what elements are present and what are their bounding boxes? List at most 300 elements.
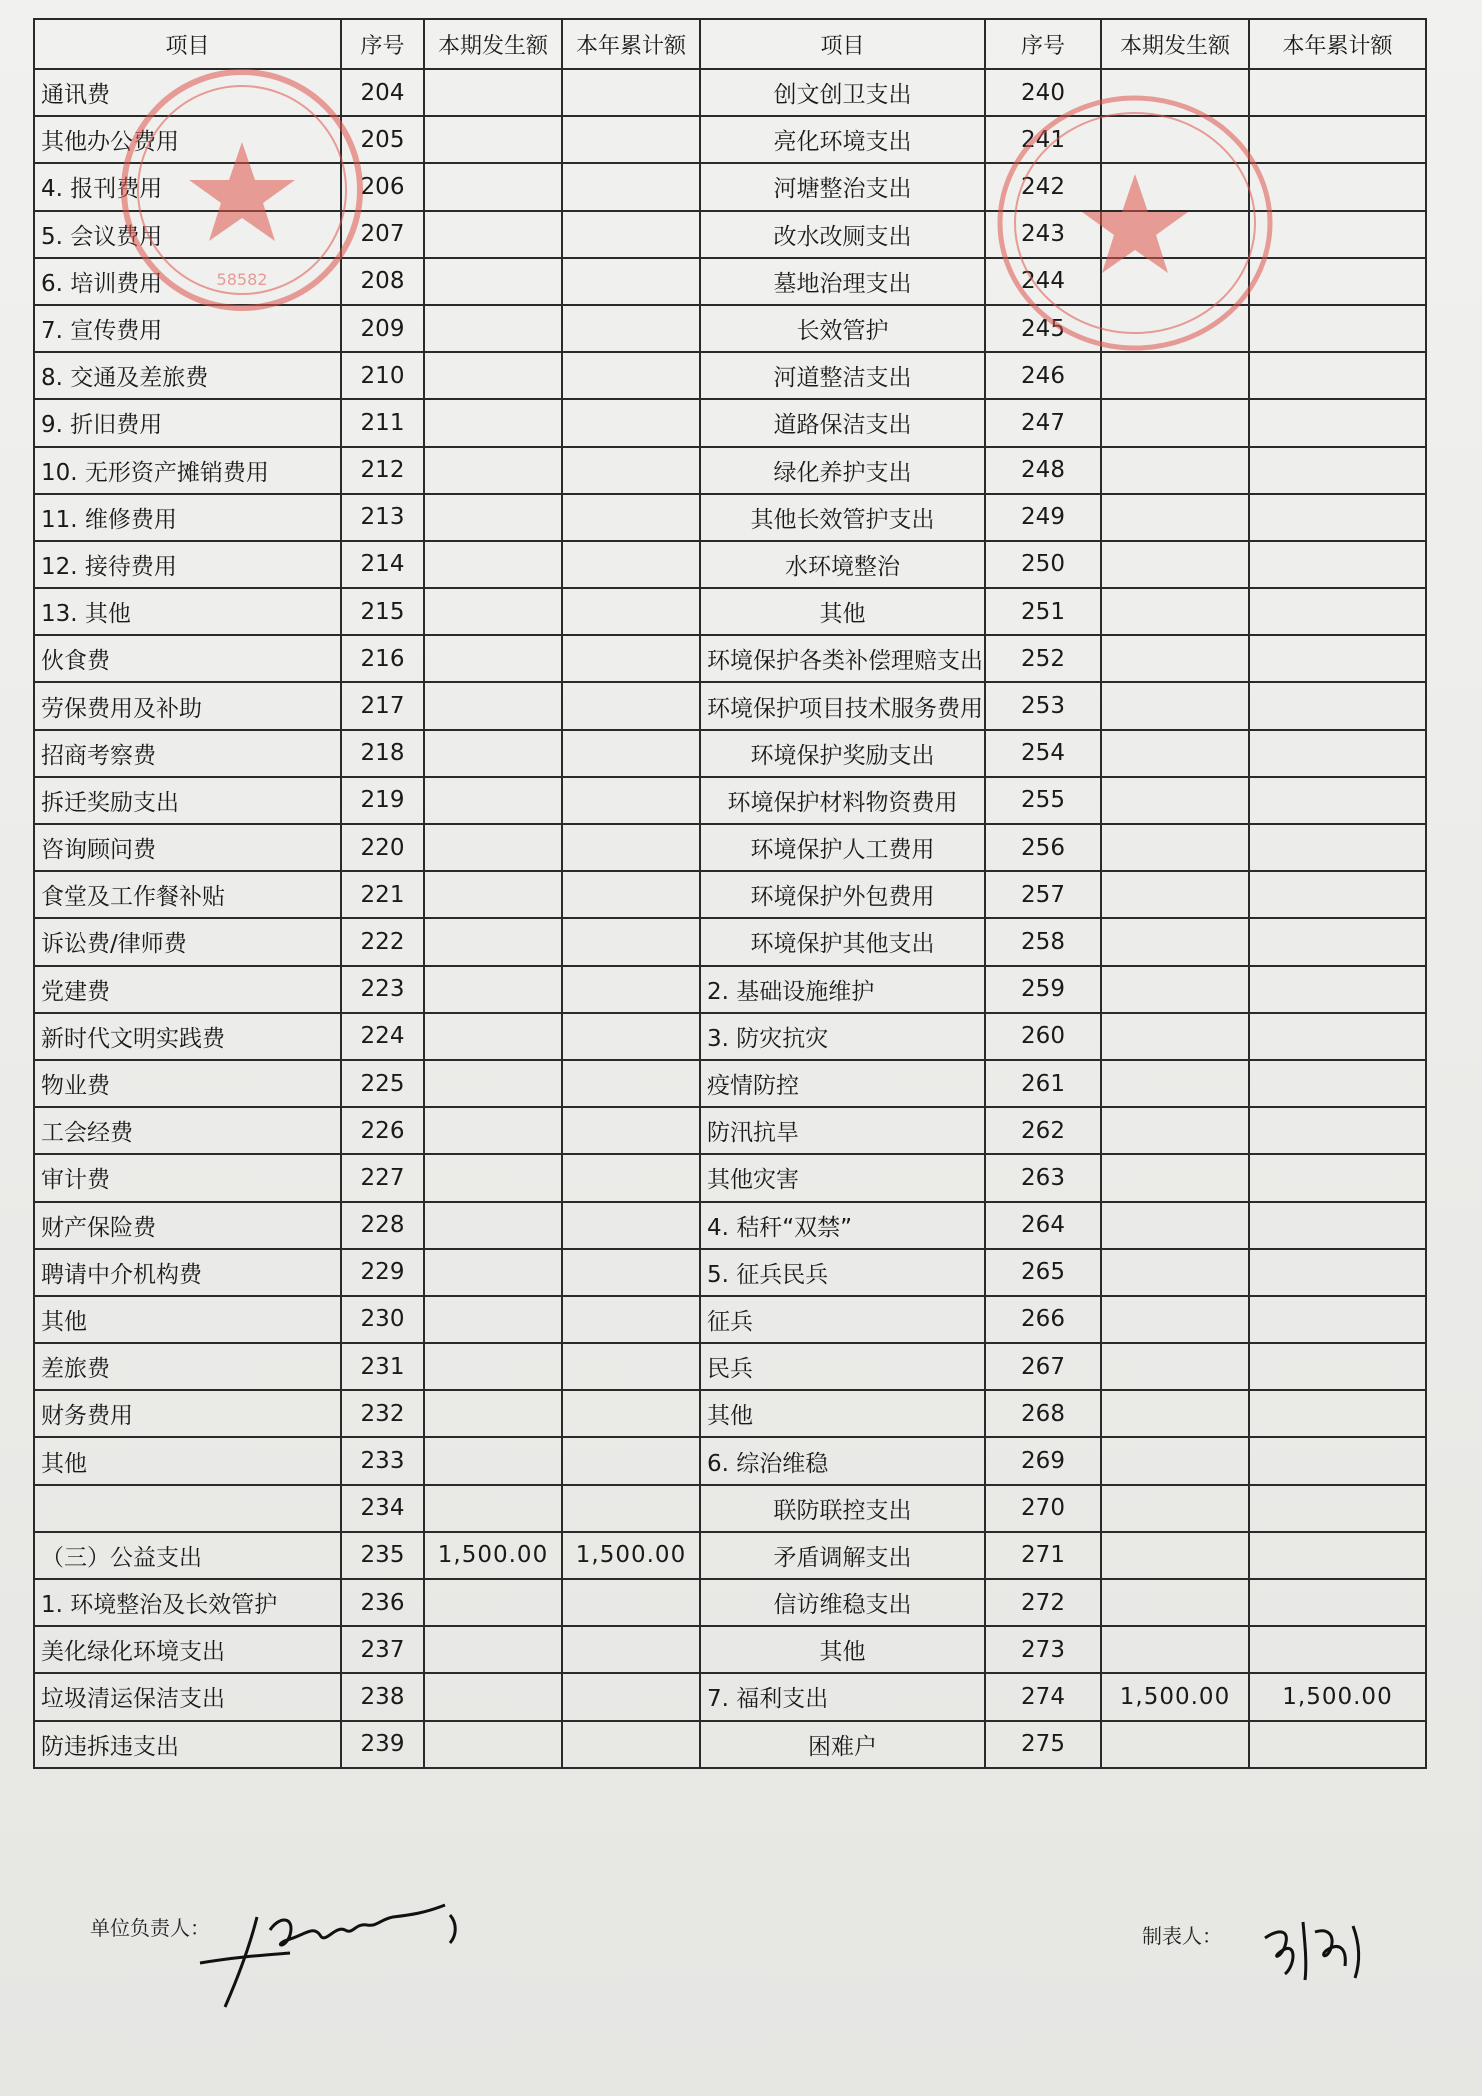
left-ytd-amount-cell xyxy=(562,447,700,494)
left-period-amount-cell xyxy=(424,116,562,163)
left-ytd-amount-cell xyxy=(562,777,700,824)
left-item-cell: （三）公益支出 xyxy=(34,1532,341,1579)
right-item-cell: 环境保护项目技术服务费用 xyxy=(700,682,985,729)
right-item-cell: 防汛抗旱 xyxy=(700,1107,985,1154)
right-period-amount-cell xyxy=(1101,211,1249,258)
left-period-amount-cell xyxy=(424,1249,562,1296)
left-ytd-amount-cell xyxy=(562,635,700,682)
left-item-cell: 通讯费 xyxy=(34,69,341,116)
right-seq-cell: 274 xyxy=(985,1673,1101,1720)
right-item-cell: 环境保护材料物资费用 xyxy=(700,777,985,824)
right-item-cell: 征兵 xyxy=(700,1296,985,1343)
right-item-cell: 2. 基础设施维护 xyxy=(700,966,985,1013)
left-seq-cell: 217 xyxy=(341,682,424,729)
right-seq-cell: 267 xyxy=(985,1343,1101,1390)
right-seq-cell: 247 xyxy=(985,399,1101,446)
right-period-amount-cell xyxy=(1101,966,1249,1013)
right-item-cell: 长效管护 xyxy=(700,305,985,352)
left-ytd-amount-cell xyxy=(562,116,700,163)
left-ytd-amount-cell xyxy=(562,1390,700,1437)
left-ytd-amount-cell xyxy=(562,305,700,352)
right-period-amount-cell xyxy=(1101,1202,1249,1249)
left-seq-cell: 218 xyxy=(341,730,424,777)
right-ytd-amount-cell xyxy=(1249,447,1426,494)
right-item-cell: 环境保护外包费用 xyxy=(700,871,985,918)
left-item-cell: 聘请中介机构费 xyxy=(34,1249,341,1296)
left-period-amount-cell xyxy=(424,447,562,494)
right-ytd-amount-cell xyxy=(1249,1390,1426,1437)
table-row xyxy=(34,1485,1426,1532)
right-seq-cell: 271 xyxy=(985,1532,1101,1579)
left-period-amount-cell xyxy=(424,1296,562,1343)
right-ytd-amount-cell xyxy=(1249,1721,1426,1768)
left-seq-cell: 230 xyxy=(341,1296,424,1343)
right-period-amount-cell xyxy=(1101,871,1249,918)
right-item-cell: 其他长效管护支出 xyxy=(700,494,985,541)
table-row xyxy=(34,1060,1426,1107)
table-row xyxy=(34,730,1426,777)
left-period-amount-cell xyxy=(424,352,562,399)
left-seq-cell: 237 xyxy=(341,1626,424,1673)
right-period-amount-cell xyxy=(1101,918,1249,965)
table-row xyxy=(34,1532,1426,1579)
left-period-amount-cell xyxy=(424,1202,562,1249)
right-period-amount-cell xyxy=(1101,69,1249,116)
left-item-cell: 5. 会议费用 xyxy=(34,211,341,258)
right-item-cell: 6. 综治维稳 xyxy=(700,1437,985,1484)
right-ytd-amount-cell xyxy=(1249,352,1426,399)
table-row xyxy=(34,777,1426,824)
table-row xyxy=(34,1249,1426,1296)
right-seq-cell: 269 xyxy=(985,1437,1101,1484)
left-seq-cell: 236 xyxy=(341,1579,424,1626)
table-row xyxy=(34,1390,1426,1437)
left-ytd-amount-cell xyxy=(562,918,700,965)
right-period-amount-cell xyxy=(1101,1390,1249,1437)
left-period-amount-cell xyxy=(424,966,562,1013)
left-seq-cell: 224 xyxy=(341,1013,424,1060)
left-ytd-amount-cell xyxy=(562,352,700,399)
left-item-cell: 工会经费 xyxy=(34,1107,341,1154)
expense-table xyxy=(33,18,1427,1769)
right-ytd-amount-cell xyxy=(1249,777,1426,824)
table-row xyxy=(34,1673,1426,1720)
header-left-period: 本期发生额 xyxy=(424,19,562,69)
right-seq-cell: 251 xyxy=(985,588,1101,635)
left-seq-cell: 219 xyxy=(341,777,424,824)
left-ytd-amount-cell xyxy=(562,1721,700,1768)
left-ytd-amount-cell xyxy=(562,399,700,446)
table-row xyxy=(34,588,1426,635)
right-seq-cell: 268 xyxy=(985,1390,1101,1437)
table-body xyxy=(34,69,1426,1768)
left-seq-cell: 206 xyxy=(341,163,424,210)
left-period-amount-cell xyxy=(424,730,562,777)
left-seq-cell: 208 xyxy=(341,258,424,305)
right-period-amount-cell xyxy=(1101,1249,1249,1296)
left-period-amount-cell xyxy=(424,69,562,116)
right-period-amount-cell xyxy=(1101,682,1249,729)
left-item-cell: 党建费 xyxy=(34,966,341,1013)
left-ytd-amount-cell xyxy=(562,1107,700,1154)
table-row xyxy=(34,447,1426,494)
left-item-cell: 美化绿化环境支出 xyxy=(34,1626,341,1673)
header-left-ytd: 本年累计额 xyxy=(562,19,700,69)
right-period-amount-cell xyxy=(1101,163,1249,210)
right-ytd-amount-cell xyxy=(1249,541,1426,588)
left-period-amount-cell xyxy=(424,1437,562,1484)
left-seq-cell: 225 xyxy=(341,1060,424,1107)
right-item-cell: 其他 xyxy=(700,1626,985,1673)
right-seq-cell: 252 xyxy=(985,635,1101,682)
left-item-cell: 新时代文明实践费 xyxy=(34,1013,341,1060)
right-item-cell: 河塘整治支出 xyxy=(700,163,985,210)
right-period-amount-cell xyxy=(1101,1485,1249,1532)
right-item-cell: 民兵 xyxy=(700,1343,985,1390)
left-period-amount-cell xyxy=(424,1579,562,1626)
left-item-cell: 审计费 xyxy=(34,1154,341,1201)
right-period-amount-cell xyxy=(1101,1532,1249,1579)
right-ytd-amount-cell xyxy=(1249,1107,1426,1154)
right-item-cell: 改水改厕支出 xyxy=(700,211,985,258)
left-period-amount-cell xyxy=(424,163,562,210)
header-right-ytd: 本年累计额 xyxy=(1249,19,1426,69)
right-item-cell: 亮化环境支出 xyxy=(700,116,985,163)
left-ytd-amount-cell xyxy=(562,1060,700,1107)
left-period-amount-cell xyxy=(424,682,562,729)
left-period-amount-cell xyxy=(424,1485,562,1532)
right-item-cell: 环境保护其他支出 xyxy=(700,918,985,965)
left-ytd-amount-cell xyxy=(562,824,700,871)
table-row xyxy=(34,824,1426,871)
right-period-amount-cell xyxy=(1101,1343,1249,1390)
right-item-cell: 环境保护各类补偿理赔支出 xyxy=(700,635,985,682)
right-period-amount-cell xyxy=(1101,258,1249,305)
left-seq-cell: 229 xyxy=(341,1249,424,1296)
right-period-amount-cell xyxy=(1101,777,1249,824)
left-seq-cell: 228 xyxy=(341,1202,424,1249)
left-seq-cell: 227 xyxy=(341,1154,424,1201)
right-seq-cell: 275 xyxy=(985,1721,1101,1768)
right-seq-cell: 246 xyxy=(985,352,1101,399)
left-item-cell: 7. 宣传费用 xyxy=(34,305,341,352)
left-item-cell: 11. 维修费用 xyxy=(34,494,341,541)
left-period-amount-cell xyxy=(424,635,562,682)
left-ytd-amount-cell xyxy=(562,966,700,1013)
left-seq-cell: 216 xyxy=(341,635,424,682)
right-item-cell: 信访维稳支出 xyxy=(700,1579,985,1626)
left-ytd-amount-cell xyxy=(562,1343,700,1390)
right-ytd-amount-cell xyxy=(1249,1296,1426,1343)
left-ytd-amount-cell xyxy=(562,1249,700,1296)
right-item-cell: 7. 福利支出 xyxy=(700,1673,985,1720)
right-period-amount-cell xyxy=(1101,447,1249,494)
table-row xyxy=(34,966,1426,1013)
left-ytd-amount-cell xyxy=(562,1437,700,1484)
right-ytd-amount-cell xyxy=(1249,1013,1426,1060)
right-seq-cell: 254 xyxy=(985,730,1101,777)
left-item-cell: 拆迁奖励支出 xyxy=(34,777,341,824)
left-period-amount-cell xyxy=(424,1721,562,1768)
left-seq-cell: 213 xyxy=(341,494,424,541)
right-seq-cell: 249 xyxy=(985,494,1101,541)
right-period-amount-cell xyxy=(1101,1296,1249,1343)
right-item-cell: 3. 防灾抗灾 xyxy=(700,1013,985,1060)
left-item-cell: 防违拆违支出 xyxy=(34,1721,341,1768)
table-row xyxy=(34,163,1426,210)
right-ytd-amount-cell xyxy=(1249,1485,1426,1532)
right-ytd-amount-cell xyxy=(1249,399,1426,446)
right-period-amount-cell xyxy=(1101,730,1249,777)
right-seq-cell: 243 xyxy=(985,211,1101,258)
left-ytd-amount-cell xyxy=(562,1626,700,1673)
right-item-cell: 环境保护奖励支出 xyxy=(700,730,985,777)
left-item-cell: 8. 交通及差旅费 xyxy=(34,352,341,399)
right-period-amount-cell xyxy=(1101,352,1249,399)
left-item-cell: 10. 无形资产摊销费用 xyxy=(34,447,341,494)
right-seq-cell: 262 xyxy=(985,1107,1101,1154)
left-seq-cell: 214 xyxy=(341,541,424,588)
unit-head-signature xyxy=(195,1895,485,2015)
header-right-period: 本期发生额 xyxy=(1101,19,1249,69)
left-ytd-amount-cell xyxy=(562,682,700,729)
left-period-amount-cell: 1,500.00 xyxy=(424,1532,562,1579)
table-row xyxy=(34,116,1426,163)
left-item-cell: 物业费 xyxy=(34,1060,341,1107)
left-seq-cell: 211 xyxy=(341,399,424,446)
right-ytd-amount-cell xyxy=(1249,69,1426,116)
right-item-cell: 创文创卫支出 xyxy=(700,69,985,116)
left-seq-cell: 226 xyxy=(341,1107,424,1154)
right-ytd-amount-cell xyxy=(1249,1532,1426,1579)
right-seq-cell: 256 xyxy=(985,824,1101,871)
right-ytd-amount-cell xyxy=(1249,966,1426,1013)
right-seq-cell: 266 xyxy=(985,1296,1101,1343)
left-ytd-amount-cell xyxy=(562,258,700,305)
right-ytd-amount-cell xyxy=(1249,305,1426,352)
right-ytd-amount-cell xyxy=(1249,1343,1426,1390)
table-row xyxy=(34,1202,1426,1249)
left-item-cell: 差旅费 xyxy=(34,1343,341,1390)
right-seq-cell: 273 xyxy=(985,1626,1101,1673)
table-row xyxy=(34,1343,1426,1390)
right-seq-cell: 257 xyxy=(985,871,1101,918)
left-ytd-amount-cell xyxy=(562,1202,700,1249)
right-period-amount-cell xyxy=(1101,1721,1249,1768)
table-row xyxy=(34,1721,1426,1768)
table-row xyxy=(34,1437,1426,1484)
left-ytd-amount-cell xyxy=(562,588,700,635)
left-period-amount-cell xyxy=(424,1626,562,1673)
right-period-amount-cell xyxy=(1101,305,1249,352)
right-period-amount-cell xyxy=(1101,541,1249,588)
right-seq-cell: 265 xyxy=(985,1249,1101,1296)
left-seq-cell: 205 xyxy=(341,116,424,163)
right-period-amount-cell xyxy=(1101,1013,1249,1060)
right-item-cell: 4. 秸秆“双禁” xyxy=(700,1202,985,1249)
left-item-cell: 12. 接待费用 xyxy=(34,541,341,588)
table-row xyxy=(34,494,1426,541)
right-item-cell: 疫情防控 xyxy=(700,1060,985,1107)
left-period-amount-cell xyxy=(424,824,562,871)
table-row xyxy=(34,211,1426,258)
left-seq-cell: 215 xyxy=(341,588,424,635)
left-period-amount-cell xyxy=(424,588,562,635)
right-seq-cell: 253 xyxy=(985,682,1101,729)
table-row xyxy=(34,1107,1426,1154)
left-ytd-amount-cell xyxy=(562,1013,700,1060)
left-ytd-amount-cell xyxy=(562,1579,700,1626)
right-item-cell: 其他 xyxy=(700,1390,985,1437)
left-period-amount-cell xyxy=(424,399,562,446)
table-row xyxy=(34,1579,1426,1626)
right-period-amount-cell xyxy=(1101,1107,1249,1154)
table-row xyxy=(34,1626,1426,1673)
right-seq-cell: 258 xyxy=(985,918,1101,965)
left-item-cell xyxy=(34,1485,341,1532)
left-seq-cell: 232 xyxy=(341,1390,424,1437)
header-right-seq: 序号 xyxy=(985,19,1101,69)
right-item-cell: 其他灾害 xyxy=(700,1154,985,1201)
header-row xyxy=(34,19,1426,69)
right-ytd-amount-cell xyxy=(1249,1626,1426,1673)
table-row xyxy=(34,635,1426,682)
right-seq-cell: 240 xyxy=(985,69,1101,116)
right-ytd-amount-cell xyxy=(1249,258,1426,305)
right-item-cell: 河道整洁支出 xyxy=(700,352,985,399)
left-period-amount-cell xyxy=(424,258,562,305)
left-item-cell: 其他 xyxy=(34,1437,341,1484)
right-ytd-amount-cell: 1,500.00 xyxy=(1249,1673,1426,1720)
right-item-cell: 环境保护人工费用 xyxy=(700,824,985,871)
left-ytd-amount-cell xyxy=(562,541,700,588)
right-period-amount-cell xyxy=(1101,116,1249,163)
table-row xyxy=(34,918,1426,965)
right-period-amount-cell xyxy=(1101,824,1249,871)
left-seq-cell: 207 xyxy=(341,211,424,258)
preparer-signature xyxy=(1255,1908,1375,1988)
left-item-cell: 诉讼费/律师费 xyxy=(34,918,341,965)
table-row xyxy=(34,305,1426,352)
left-period-amount-cell xyxy=(424,494,562,541)
right-ytd-amount-cell xyxy=(1249,1579,1426,1626)
left-seq-cell: 238 xyxy=(341,1673,424,1720)
left-item-cell: 劳保费用及补助 xyxy=(34,682,341,729)
left-period-amount-cell xyxy=(424,1343,562,1390)
left-period-amount-cell xyxy=(424,918,562,965)
left-item-cell: 1. 环境整治及长效管护 xyxy=(34,1579,341,1626)
left-ytd-amount-cell: 1,500.00 xyxy=(562,1532,700,1579)
right-period-amount-cell xyxy=(1101,1579,1249,1626)
right-seq-cell: 272 xyxy=(985,1579,1101,1626)
right-ytd-amount-cell xyxy=(1249,163,1426,210)
right-ytd-amount-cell xyxy=(1249,1249,1426,1296)
left-item-cell: 其他办公费用 xyxy=(34,116,341,163)
left-period-amount-cell xyxy=(424,1060,562,1107)
left-period-amount-cell xyxy=(424,305,562,352)
left-ytd-amount-cell xyxy=(562,730,700,777)
left-seq-cell: 212 xyxy=(341,447,424,494)
right-seq-cell: 260 xyxy=(985,1013,1101,1060)
right-seq-cell: 255 xyxy=(985,777,1101,824)
right-item-cell: 困难户 xyxy=(700,1721,985,1768)
right-period-amount-cell: 1,500.00 xyxy=(1101,1673,1249,1720)
left-period-amount-cell xyxy=(424,871,562,918)
table-row xyxy=(34,871,1426,918)
left-period-amount-cell xyxy=(424,1390,562,1437)
seal-left-number: 58582 xyxy=(216,270,268,289)
left-seq-cell: 231 xyxy=(341,1343,424,1390)
right-ytd-amount-cell xyxy=(1249,1060,1426,1107)
left-ytd-amount-cell xyxy=(562,69,700,116)
left-seq-cell: 234 xyxy=(341,1485,424,1532)
right-seq-cell: 264 xyxy=(985,1202,1101,1249)
left-item-cell: 垃圾清运保洁支出 xyxy=(34,1673,341,1720)
left-item-cell: 其他 xyxy=(34,1296,341,1343)
left-seq-cell: 222 xyxy=(341,918,424,965)
right-period-amount-cell xyxy=(1101,399,1249,446)
table-row xyxy=(34,1013,1426,1060)
right-item-cell: 道路保洁支出 xyxy=(700,399,985,446)
right-item-cell: 墓地治理支出 xyxy=(700,258,985,305)
right-ytd-amount-cell xyxy=(1249,211,1426,258)
right-item-cell: 5. 征兵民兵 xyxy=(700,1249,985,1296)
left-seq-cell: 210 xyxy=(341,352,424,399)
left-period-amount-cell xyxy=(424,541,562,588)
right-item-cell: 其他 xyxy=(700,588,985,635)
right-item-cell: 联防联控支出 xyxy=(700,1485,985,1532)
left-item-cell: 财务费用 xyxy=(34,1390,341,1437)
left-item-cell: 6. 培训费用 xyxy=(34,258,341,305)
left-item-cell: 9. 折旧费用 xyxy=(34,399,341,446)
left-ytd-amount-cell xyxy=(562,1154,700,1201)
left-seq-cell: 221 xyxy=(341,871,424,918)
left-ytd-amount-cell xyxy=(562,211,700,258)
left-item-cell: 伙食费 xyxy=(34,635,341,682)
table-row xyxy=(34,69,1426,116)
right-ytd-amount-cell xyxy=(1249,588,1426,635)
left-period-amount-cell xyxy=(424,1013,562,1060)
left-ytd-amount-cell xyxy=(562,494,700,541)
right-seq-cell: 244 xyxy=(985,258,1101,305)
right-ytd-amount-cell xyxy=(1249,116,1426,163)
right-item-cell: 水环境整治 xyxy=(700,541,985,588)
left-item-cell: 财产保险费 xyxy=(34,1202,341,1249)
left-ytd-amount-cell xyxy=(562,871,700,918)
table-row xyxy=(34,541,1426,588)
header-left-seq: 序号 xyxy=(341,19,424,69)
left-seq-cell: 223 xyxy=(341,966,424,1013)
right-item-cell: 绿化养护支出 xyxy=(700,447,985,494)
unit-head-label: 单位负责人： xyxy=(90,1916,210,1940)
left-period-amount-cell xyxy=(424,1154,562,1201)
left-ytd-amount-cell xyxy=(562,1485,700,1532)
header-left-item: 项目 xyxy=(34,19,341,69)
right-seq-cell: 259 xyxy=(985,966,1101,1013)
left-seq-cell: 233 xyxy=(341,1437,424,1484)
right-seq-cell: 270 xyxy=(985,1485,1101,1532)
table-row xyxy=(34,682,1426,729)
right-period-amount-cell xyxy=(1101,635,1249,682)
left-seq-cell: 235 xyxy=(341,1532,424,1579)
left-item-cell: 13. 其他 xyxy=(34,588,341,635)
left-period-amount-cell xyxy=(424,777,562,824)
right-seq-cell: 242 xyxy=(985,163,1101,210)
right-ytd-amount-cell xyxy=(1249,824,1426,871)
right-ytd-amount-cell xyxy=(1249,494,1426,541)
left-period-amount-cell xyxy=(424,1673,562,1720)
right-period-amount-cell xyxy=(1101,1060,1249,1107)
